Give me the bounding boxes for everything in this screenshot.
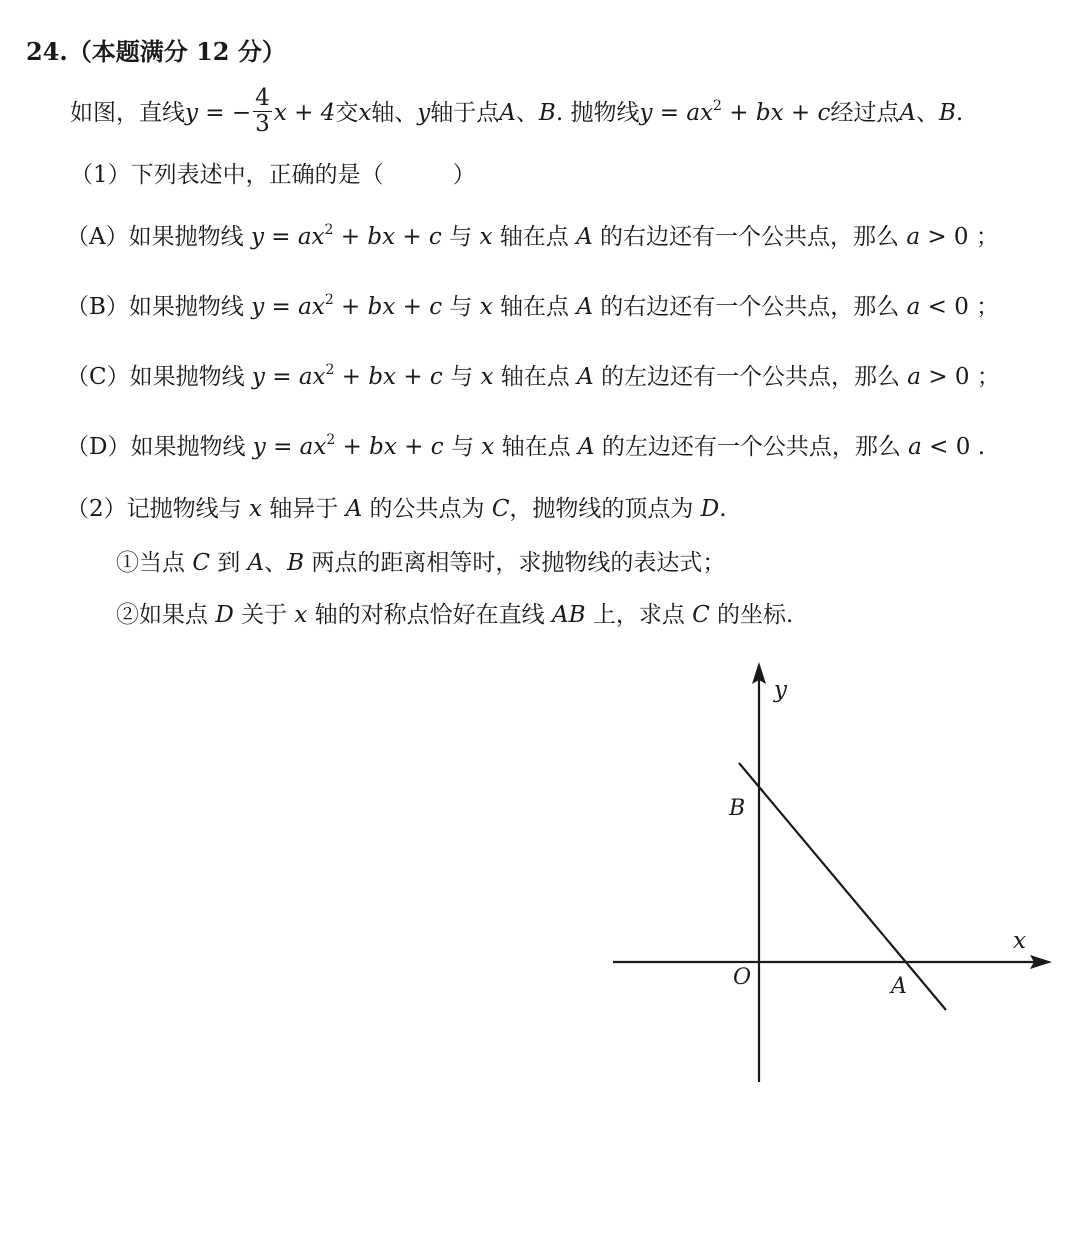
sub2-text-4: 上，求点 bbox=[585, 602, 693, 628]
option-label: （A） bbox=[66, 224, 129, 250]
intro-sep: 、 bbox=[515, 99, 539, 126]
option-ax: ax bbox=[298, 294, 325, 320]
option-ax: ax bbox=[298, 364, 326, 390]
sub1-point-c: C bbox=[192, 550, 210, 576]
option-exponent: 2 bbox=[326, 432, 336, 448]
option-condition: > 0 ； bbox=[921, 364, 1000, 390]
intro-point-a2: A bbox=[899, 99, 916, 126]
sub1-point-b: B bbox=[287, 550, 305, 576]
origin-label: O bbox=[733, 965, 752, 990]
option-mid1: 与 bbox=[441, 224, 480, 250]
option-rest: + bx + c bbox=[335, 434, 444, 460]
option-mid3: 的左边还有一个公共点，那么 bbox=[593, 364, 908, 390]
fraction-denominator: 3 bbox=[255, 111, 270, 138]
intro-text-7: . bbox=[955, 99, 964, 126]
intro-text-4: 轴于点 bbox=[430, 99, 500, 126]
intro-point-b2: B bbox=[938, 99, 956, 126]
option-mid2: 轴在点 bbox=[494, 434, 578, 460]
option-rest: + bx + c bbox=[334, 364, 443, 390]
option-x: x bbox=[480, 364, 494, 390]
option-point: A bbox=[577, 364, 594, 390]
option-label: （C） bbox=[66, 364, 130, 390]
part2-text-2: 轴异于 bbox=[261, 496, 346, 522]
intro-text-2: 交 bbox=[335, 99, 359, 126]
option-mid2: 轴在点 bbox=[493, 364, 578, 390]
intro-line-rhs: x + 4 bbox=[273, 99, 336, 126]
part2-text-5: . bbox=[719, 496, 727, 522]
option-eq: = bbox=[265, 434, 300, 460]
intro-x-var: x bbox=[358, 99, 372, 126]
sub2-text-1: ②如果点 bbox=[116, 602, 216, 628]
option-a-var: a bbox=[908, 434, 922, 460]
parabola-eq: = bbox=[652, 99, 687, 126]
intro-y-var: y bbox=[417, 99, 431, 126]
part1-question: （1）下列表述中，正确的是（ ） bbox=[70, 162, 476, 188]
intro-point-a: A bbox=[499, 99, 516, 126]
x-axis-label: x bbox=[1013, 928, 1026, 954]
sub2-text-5: 的坐标. bbox=[709, 602, 794, 628]
problem-title: 24.（本题满分 12 分） bbox=[26, 37, 286, 66]
intro-text-1: 如图，直线 bbox=[70, 99, 185, 126]
intro-text-6: 经过点 bbox=[830, 99, 900, 126]
sub2-text-2: 关于 bbox=[233, 602, 295, 628]
option-ax: ax bbox=[297, 224, 325, 250]
option-condition: < 0 ； bbox=[920, 294, 1000, 320]
sub2-text-3: 轴的对称点恰好在直线 bbox=[307, 602, 552, 628]
option-mid1: 与 bbox=[442, 294, 480, 320]
option-condition: < 0 . bbox=[921, 434, 986, 460]
option-text: 如果抛物线 bbox=[128, 294, 252, 320]
option-text: 如果抛物线 bbox=[128, 224, 251, 250]
option-mid2: 轴在点 bbox=[492, 224, 577, 250]
option-a-var: a bbox=[907, 364, 922, 390]
sub1-text-2: 到 bbox=[209, 550, 248, 576]
part2-x-var: x bbox=[248, 496, 262, 522]
parabola-ax: ax bbox=[686, 99, 714, 126]
option-x: x bbox=[479, 294, 493, 320]
point-b-label: B bbox=[729, 796, 746, 821]
option-y: y bbox=[250, 224, 264, 250]
option-x: x bbox=[481, 434, 495, 460]
intro-point-b: B bbox=[538, 99, 556, 126]
sub1-text-1: ①当点 bbox=[116, 550, 193, 576]
sub2-point-c: C bbox=[692, 602, 710, 628]
intro-eq-minus: = − bbox=[198, 99, 252, 126]
parabola-lhs: y bbox=[639, 99, 653, 126]
y-axis-label: y bbox=[774, 677, 787, 703]
sub2-x-var: x bbox=[294, 602, 308, 628]
option-a-var: a bbox=[906, 224, 921, 250]
option-exponent: 2 bbox=[324, 222, 334, 238]
option-text: 如果抛物线 bbox=[130, 434, 253, 460]
option-mid1: 与 bbox=[443, 434, 482, 460]
option-label: （B） bbox=[66, 294, 129, 320]
option-y: y bbox=[251, 294, 265, 320]
option-point: A bbox=[576, 224, 593, 250]
intro-sep2: 、 bbox=[915, 99, 939, 126]
line-ab bbox=[739, 763, 946, 1010]
option-eq: = bbox=[264, 364, 299, 390]
option-y: y bbox=[252, 434, 266, 460]
option-exponent: 2 bbox=[324, 292, 334, 308]
sub2-line-ab: AB bbox=[552, 602, 586, 628]
intro-line-lhs: y bbox=[185, 99, 198, 126]
option-rest: + bx + c bbox=[333, 224, 442, 250]
option-mid2: 轴在点 bbox=[492, 294, 577, 320]
option-point: A bbox=[576, 294, 593, 320]
option-x: x bbox=[479, 224, 493, 250]
option-eq: = bbox=[264, 294, 299, 320]
part2-point-a: A bbox=[345, 496, 363, 522]
option-mid3: 的右边还有一个公共点，那么 bbox=[592, 294, 907, 320]
option-point: A bbox=[577, 434, 595, 460]
part2-point-d: D bbox=[700, 496, 720, 522]
sub1-text-4: 两点的距离相等时，求抛物线的表达式； bbox=[304, 550, 726, 576]
intro-text-3: 轴、 bbox=[371, 99, 418, 126]
part2-text-1: （2）记抛物线与 bbox=[66, 496, 249, 522]
option-ax: ax bbox=[299, 434, 327, 460]
part2-point-c: C bbox=[491, 496, 510, 522]
option-mid3: 的右边还有一个公共点，那么 bbox=[592, 224, 907, 250]
option-condition: > 0 ； bbox=[920, 224, 999, 250]
option-y: y bbox=[251, 364, 265, 390]
part2-text-3: 的公共点为 bbox=[362, 496, 492, 522]
option-rest: + bx + c bbox=[333, 294, 443, 320]
option-mid1: 与 bbox=[442, 364, 481, 390]
fraction-numerator: 4 bbox=[255, 85, 270, 111]
option-eq: = bbox=[263, 224, 298, 250]
sub1-point-a: A bbox=[247, 550, 265, 576]
option-a-var: a bbox=[906, 294, 921, 320]
sub1-text-3: 、 bbox=[264, 550, 288, 576]
option-exponent: 2 bbox=[325, 362, 335, 378]
point-a-label: A bbox=[891, 974, 907, 999]
part2-text-4: ，抛物线的顶点为 bbox=[509, 496, 701, 522]
parabola-exponent: 2 bbox=[713, 97, 722, 114]
option-label: （D） bbox=[66, 434, 131, 460]
intro-text-5: . 抛物线 bbox=[555, 99, 640, 126]
option-mid3: 的左边还有一个公共点，那么 bbox=[594, 434, 909, 460]
sub2-point-d: D bbox=[215, 602, 234, 628]
parabola-rest: + bx + c bbox=[721, 99, 831, 126]
option-text: 如果抛物线 bbox=[129, 364, 252, 390]
